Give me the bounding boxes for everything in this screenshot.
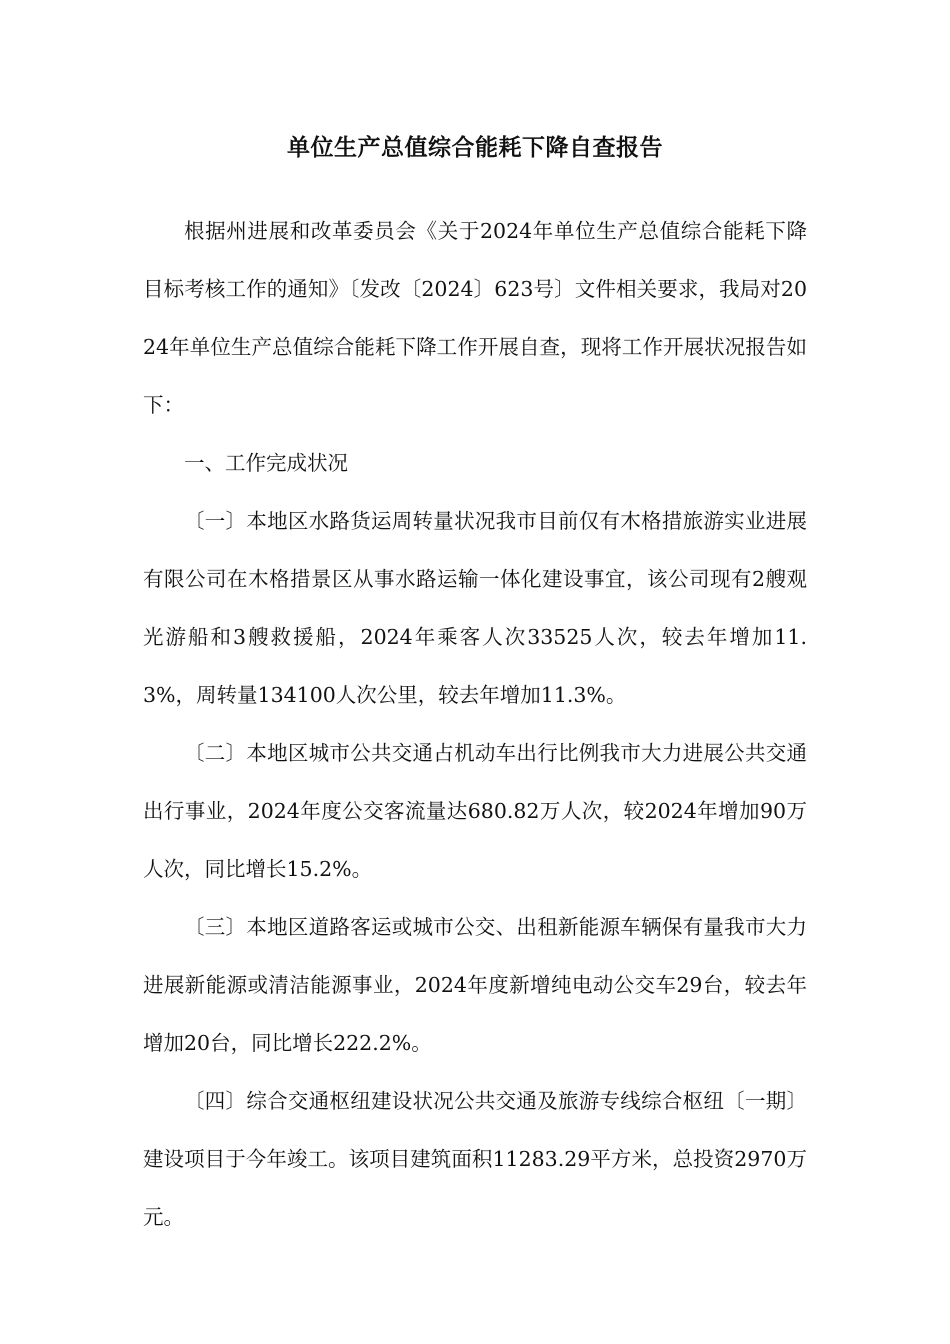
item-paragraph-1: 〔一〕本地区水路货运周转量状况我市目前仅有木格措旅游实业进展有限公司在木格措景区从事水路运输一体化建设事宜，该公司现有2艘观光游船和3艘救援船，2024年乘客人次33525人次，较去年增加11.3%，周转量134100人次公里，较去年增加11.3%。: [143, 509, 807, 707]
intro-paragraph: 根据州进展和改革委员会《关于2024年单位生产总值综合能耗下降目标考核工作的通知》〔发改〔2024〕623号〕文件相关要求，我局对2024年单位生产总值综合能耗下降工作开展自查，现将工作开展状况报告如下：: [143, 219, 807, 417]
section-heading: 一、工作完成状况: [184, 451, 348, 475]
item-paragraph-4: 〔四〕综合交通枢纽建设状况公共交通及旅游专线综合枢纽〔一期〕建设项目于今年竣工。该项目建筑面积11283.29平方米，总投资2970万元。: [143, 1089, 807, 1229]
item-paragraph-3: 〔三〕本地区道路客运或城市公交、出租新能源车辆保有量我市大力进展新能源或清洁能源事业，2024年度新增纯电动公交车29台，较去年增加20台，同比增长222.2%。: [143, 915, 807, 1055]
item-paragraph-2: 〔二〕本地区城市公共交通占机动车出行比例我市大力进展公共交通出行事业，2024年度公交客流量达680.82万人次，较2024年增加90万人次，同比增长15.2%。: [143, 741, 807, 881]
document-body: [143, 202, 807, 1246]
document-title: 单位生产总值综合能耗下降自查报告: [287, 135, 663, 161]
